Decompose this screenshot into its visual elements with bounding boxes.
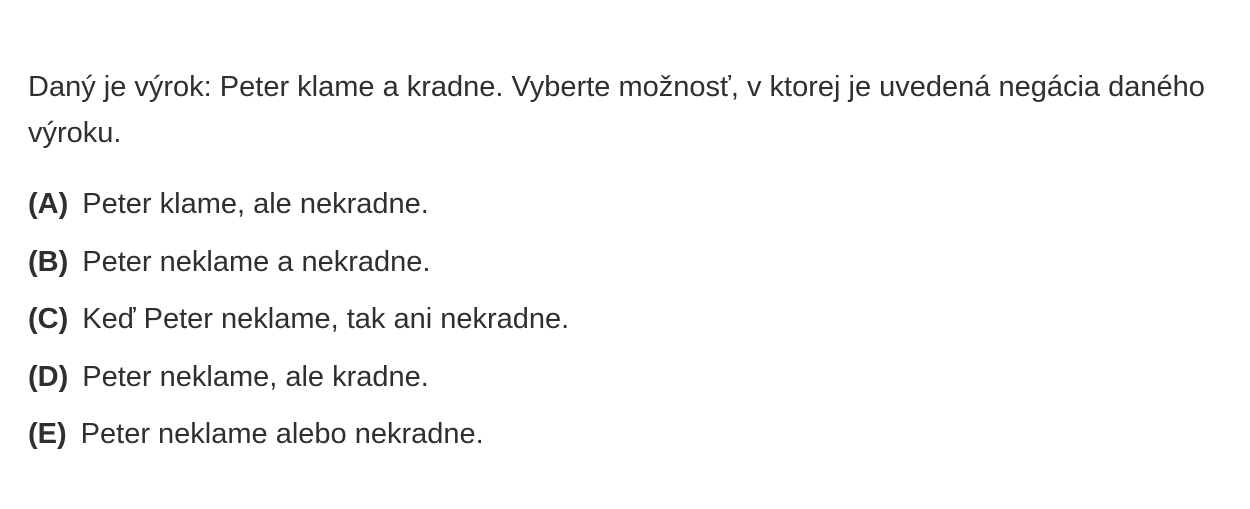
option-text: Peter neklame alebo nekradne. <box>80 418 484 450</box>
option-text: Peter neklame a nekradne. <box>82 245 431 278</box>
option-text: Keď Peter neklame, tak ani nekradne. <box>82 303 570 335</box>
option-letter: (B) <box>28 245 69 278</box>
option-letter: (E) <box>28 418 67 450</box>
option-letter: (C) <box>28 303 69 335</box>
option-c[interactable] <box>28 297 569 355</box>
option-d[interactable] <box>28 355 569 413</box>
option-text: Peter neklame, ale kradne. <box>82 360 429 393</box>
option-letter: (D) <box>28 360 69 393</box>
question-text: Daný je výrok: Peter klame a kradne. Vyberte možnosť, v ktorej je uvedená negácia daného výroku. <box>28 71 1205 149</box>
option-a[interactable] <box>28 182 569 240</box>
option-letter: (A) <box>28 188 69 220</box>
option-text: Peter klame, ale nekradne. <box>82 188 429 220</box>
option-e[interactable] <box>28 412 569 470</box>
option-b[interactable] <box>28 240 569 298</box>
answer-options <box>28 182 569 470</box>
